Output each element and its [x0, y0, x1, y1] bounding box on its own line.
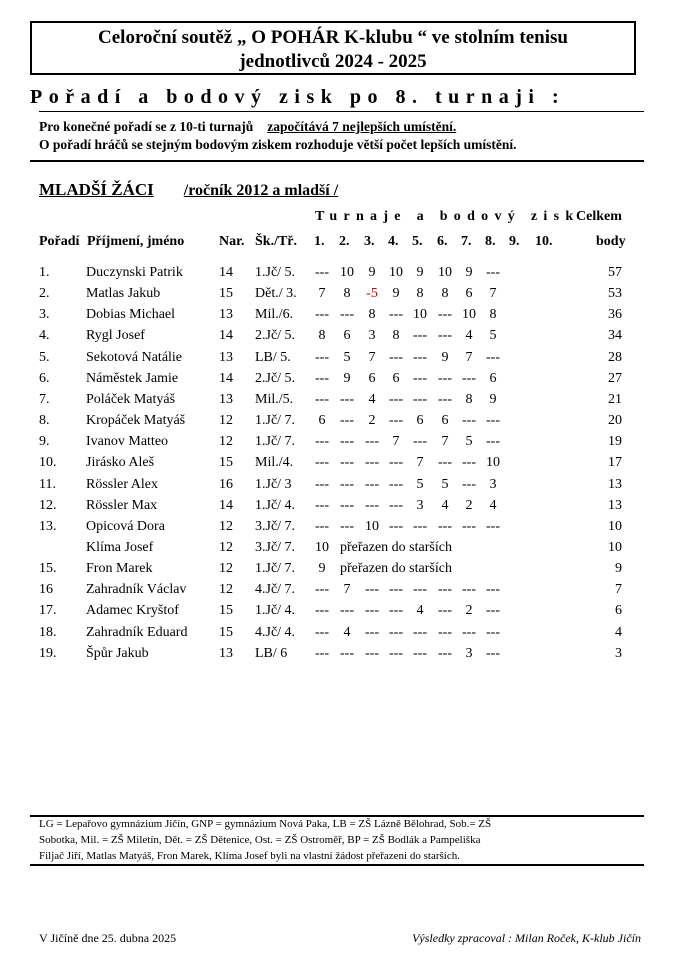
- col-nar-header: Nar.: [219, 234, 245, 249]
- school-class-cell: 2.Jč/ 5.: [255, 370, 296, 386]
- score-cell-3: ---: [365, 582, 379, 598]
- score-cell-2: ---: [340, 645, 354, 661]
- note-line-2: O pořadí hráčů se stejným bodovým ziskem rozhoduje větší počet lepších umístění.: [39, 137, 517, 152]
- school-class-cell: 2.Jč/ 5.: [255, 328, 296, 344]
- score-cell-6: ---: [438, 307, 452, 323]
- table-row: [0, 265, 674, 286]
- header-divider: [30, 160, 644, 162]
- player-name-cell: Rygl Josef: [86, 328, 145, 344]
- birth-year-cell: 13: [219, 349, 233, 365]
- score-cell-2: ---: [340, 497, 354, 513]
- score-cell-7: ---: [462, 582, 476, 598]
- table-row: [0, 371, 674, 392]
- title-line-1: Celoroční soutěž „ O POHÁR K-klubu “ ve stolním tenisu: [98, 27, 568, 48]
- rank-cell: 1.: [39, 265, 50, 280]
- school-class-cell: 4.Jč/ 4.: [255, 624, 296, 640]
- total-points-cell: 4: [615, 624, 622, 640]
- birth-year-cell: 14: [219, 328, 233, 344]
- round-header-9: 9.: [509, 234, 520, 249]
- player-name-cell: Matlas Jakub: [86, 286, 161, 302]
- rank-cell: 10.: [39, 455, 57, 471]
- score-cell-5: ---: [413, 370, 427, 386]
- col-rank-header: Pořadí: [39, 234, 80, 249]
- school-class-cell: 3.Jč/ 7.: [255, 518, 296, 534]
- score-cell-8: 10: [486, 455, 500, 471]
- total-points-cell: 28: [608, 349, 622, 365]
- score-cell-6: 7: [441, 434, 449, 450]
- score-cell-6: ---: [438, 624, 452, 640]
- birth-year-cell: 12: [219, 561, 233, 577]
- score-cell-2: ---: [340, 476, 354, 492]
- score-cell-4: ---: [389, 476, 403, 492]
- player-name-cell: Fron Marek: [86, 561, 153, 577]
- legend-divider-bottom: [30, 864, 644, 866]
- table-row: [0, 498, 674, 519]
- score-cell-6: 6: [441, 413, 449, 429]
- score-cell-8: 8: [489, 307, 497, 323]
- score-cell-2: ---: [340, 413, 354, 429]
- school-class-cell: Mil./6.: [255, 307, 294, 323]
- score-cell-6: 4: [441, 497, 449, 513]
- category-title: [39, 180, 338, 200]
- score-cell-4: ---: [389, 391, 403, 407]
- rank-cell: 19.: [39, 645, 57, 661]
- rank-cell: 16: [39, 582, 53, 598]
- score-cell-5: ---: [413, 328, 427, 344]
- total-points-cell: 9: [615, 561, 622, 577]
- score-cell-5: 6: [416, 413, 424, 429]
- round-header-1: 1.: [314, 234, 325, 249]
- legend-line-3: Filjač Jiří, Matlas Matyáš, Fron Marek, Klíma Josef byli na vlastní žádost přeřazeni do starších.: [39, 850, 460, 862]
- player-name-cell: Poláček Matyáš: [86, 391, 176, 407]
- score-cell-7: ---: [462, 476, 476, 492]
- birth-year-cell: 15: [219, 286, 233, 302]
- score-cell-5: ---: [413, 349, 427, 365]
- score-cell-8: ---: [486, 645, 500, 661]
- player-name-cell: Náměstek Jamie: [86, 370, 179, 386]
- table-row: [0, 477, 674, 498]
- score-cell-3: 2: [368, 413, 376, 429]
- school-class-cell: LB/ 6: [255, 645, 288, 661]
- table-row: [0, 603, 674, 624]
- score-cell-7: 4: [465, 328, 473, 344]
- school-class-cell: 1.Jč/ 7.: [255, 413, 296, 429]
- birth-year-cell: 12: [219, 518, 233, 534]
- rank-cell: 7.: [39, 391, 50, 407]
- score-cell-6: ---: [438, 603, 452, 619]
- score-cell-4: 6: [392, 370, 400, 386]
- score-cell-1: ---: [315, 370, 329, 386]
- rank-cell: 11.: [39, 476, 56, 492]
- score-cell-3: ---: [365, 624, 379, 640]
- moved-note: přeřazen do starších: [340, 539, 452, 555]
- score-cell-5: ---: [413, 391, 427, 407]
- score-cell-1: 10: [315, 539, 329, 555]
- round-header-6: 6.: [437, 234, 448, 249]
- round-header-2: 2.: [339, 234, 350, 249]
- score-cell-4: 9: [392, 286, 400, 302]
- score-cell-1: ---: [315, 518, 329, 534]
- score-cell-6: 9: [441, 349, 449, 365]
- score-cell-2: 9: [343, 370, 351, 386]
- score-cell-8: ---: [486, 624, 500, 640]
- round-header-3: 3.: [364, 234, 375, 249]
- score-cell-7: ---: [462, 413, 476, 429]
- school-class-cell: Mil./5.: [255, 391, 294, 407]
- score-cell-8: ---: [486, 434, 500, 450]
- score-cell-6: 8: [441, 286, 449, 302]
- score-cell-5: 5: [416, 476, 424, 492]
- score-cell-5: 4: [416, 603, 424, 619]
- score-cell-7: ---: [462, 370, 476, 386]
- score-cell-7: ---: [462, 518, 476, 534]
- school-class-cell: 4.Jč/ 7.: [255, 582, 296, 598]
- footer-author: Výsledky zpracoval : Milan Roček, K-klub Jičín: [412, 931, 641, 945]
- score-cell-3: 10: [365, 518, 379, 534]
- subtitle: Pořadí a bodový zisk po 8. turnaji :: [30, 86, 566, 108]
- score-cell-3: ---: [365, 645, 379, 661]
- score-cell-4: 10: [389, 265, 403, 280]
- total-points-cell: 6: [615, 603, 622, 619]
- score-cell-6: ---: [438, 455, 452, 471]
- score-cell-6: ---: [438, 518, 452, 534]
- table-row: [0, 561, 674, 582]
- score-cell-2: 8: [343, 286, 351, 302]
- score-cell-1: 6: [318, 413, 326, 429]
- round-header-4: 4.: [388, 234, 399, 249]
- score-cell-1: ---: [315, 582, 329, 598]
- score-cell-3: 7: [368, 349, 376, 365]
- rank-cell: 4.: [39, 328, 50, 344]
- title-line-2: jednotlivců 2024 - 2025: [239, 51, 427, 72]
- player-name-cell: Ivanov Matteo: [86, 434, 169, 450]
- score-cell-3: ---: [365, 497, 379, 513]
- total-points-cell: 57: [608, 265, 622, 280]
- note-line-1-text: Pro konečné pořadí se z 10-ti turnajů: [39, 119, 254, 134]
- score-cell-8: ---: [486, 518, 500, 534]
- birth-year-cell: 14: [219, 497, 233, 513]
- score-cell-5: 9: [416, 265, 424, 280]
- score-cell-8: 4: [489, 497, 497, 513]
- tournaments-header: Turnaje a bodový zisk: [315, 209, 580, 224]
- score-cell-5: ---: [413, 582, 427, 598]
- score-cell-6: ---: [438, 370, 452, 386]
- total-points-cell: 27: [608, 370, 622, 386]
- table-row: [0, 582, 674, 603]
- subtitle-divider: [39, 111, 644, 112]
- school-class-cell: 1.Jč/ 4.: [255, 497, 296, 513]
- school-class-cell: LB/ 5.: [255, 349, 291, 365]
- score-cell-3: 3: [368, 328, 376, 344]
- score-cell-6: ---: [438, 391, 452, 407]
- score-cell-4: ---: [389, 582, 403, 598]
- total-points-cell: 53: [608, 286, 622, 302]
- rank-cell: 8.: [39, 413, 50, 429]
- table-row: [0, 286, 674, 307]
- rank-cell: 18.: [39, 624, 57, 640]
- legend-divider-top: [30, 815, 644, 817]
- table-row: [0, 540, 674, 561]
- score-cell-7: ---: [462, 455, 476, 471]
- score-cell-6: 10: [438, 265, 452, 280]
- birth-year-cell: 14: [219, 265, 233, 280]
- score-cell-4: ---: [389, 497, 403, 513]
- score-cell-7: 7: [465, 349, 473, 365]
- player-name-cell: Zahradník Václav: [86, 582, 187, 598]
- score-cell-1: ---: [315, 603, 329, 619]
- score-cell-3: -5: [366, 286, 378, 302]
- score-cell-2: ---: [340, 434, 354, 450]
- birth-year-cell: 13: [219, 391, 233, 407]
- birth-year-cell: 12: [219, 539, 233, 555]
- score-cell-5: ---: [413, 624, 427, 640]
- score-cell-8: 9: [489, 391, 497, 407]
- player-name-cell: Jirásko Aleš: [86, 455, 155, 471]
- rank-cell: 9.: [39, 434, 50, 450]
- table-row: [0, 350, 674, 371]
- score-cell-4: ---: [389, 518, 403, 534]
- rank-cell: 3.: [39, 307, 50, 323]
- score-cell-2: 4: [343, 624, 351, 640]
- score-cell-2: 7: [343, 582, 351, 598]
- birth-year-cell: 15: [219, 455, 233, 471]
- score-cell-7: 2: [465, 603, 473, 619]
- score-cell-8: 7: [489, 286, 497, 302]
- score-cell-3: 6: [368, 370, 376, 386]
- total-points-cell: 3: [615, 645, 622, 661]
- score-cell-8: ---: [486, 349, 500, 365]
- rank-cell: 17.: [39, 603, 57, 619]
- score-cell-8: 3: [489, 476, 497, 492]
- player-name-cell: Dobias Michael: [86, 307, 176, 323]
- round-header-7: 7.: [461, 234, 472, 249]
- table-row: [0, 307, 674, 328]
- score-cell-1: ---: [315, 349, 329, 365]
- score-cell-7: 2: [465, 497, 473, 513]
- table-row: [0, 392, 674, 413]
- score-cell-8: 5: [489, 328, 497, 344]
- school-class-cell: 1.Jč/ 5.: [255, 265, 296, 280]
- total-points-cell: 17: [608, 455, 622, 471]
- total-points-cell: 21: [608, 391, 622, 407]
- score-cell-1: 8: [318, 328, 326, 344]
- legend-line-1: LG = Lepařovo gymnázium Jičín, GNP = gymnázium Nová Paka, LB = ZŠ Lázně Bělohrad, Sob.= ZŠ: [39, 818, 492, 830]
- note-line-1: [39, 119, 456, 135]
- total-points-cell: 34: [608, 328, 622, 344]
- score-cell-1: ---: [315, 391, 329, 407]
- total-points-cell: 13: [608, 497, 622, 513]
- footer-date: V Jičíně dne 25. dubna 2025: [39, 931, 177, 945]
- score-cell-8: 6: [489, 370, 497, 386]
- score-cell-5: 7: [416, 455, 424, 471]
- table-row: [0, 519, 674, 540]
- player-name-cell: Špůr Jakub: [86, 645, 149, 661]
- total-points-cell: 10: [608, 539, 622, 555]
- score-cell-5: ---: [413, 645, 427, 661]
- score-cell-5: 10: [413, 307, 427, 323]
- score-cell-5: 3: [416, 497, 424, 513]
- score-cell-8: ---: [486, 582, 500, 598]
- total-points-cell: 36: [608, 307, 622, 323]
- score-cell-2: ---: [340, 455, 354, 471]
- score-cell-2: 6: [343, 328, 351, 344]
- score-cell-7: 10: [462, 307, 476, 323]
- total-points-cell: 10: [608, 518, 622, 534]
- school-class-cell: Dět./ 3.: [255, 286, 297, 302]
- score-cell-7: 8: [465, 391, 473, 407]
- table-row: [0, 413, 674, 434]
- player-name-cell: Zahradník Eduard: [86, 624, 188, 640]
- school-class-cell: 1.Jč/ 3: [255, 476, 292, 492]
- score-cell-2: ---: [340, 518, 354, 534]
- birth-year-cell: 15: [219, 603, 233, 619]
- score-cell-3: ---: [365, 434, 379, 450]
- school-class-cell: 3.Jč/ 7.: [255, 539, 296, 555]
- player-name-cell: Sekotová Natálie: [86, 349, 183, 365]
- score-cell-5: ---: [413, 518, 427, 534]
- score-cell-1: ---: [315, 307, 329, 323]
- moved-note: přeřazen do starších: [340, 561, 452, 577]
- title-box: [30, 21, 636, 75]
- player-name-cell: Rössler Max: [86, 497, 158, 513]
- score-cell-4: ---: [389, 603, 403, 619]
- note-line-1-underlined: započítává 7 nejlepších umístění.: [267, 119, 457, 134]
- total-points-cell: 7: [615, 582, 622, 598]
- score-cell-3: 4: [368, 391, 376, 407]
- score-cell-1: ---: [315, 434, 329, 450]
- player-name-cell: Rössler Alex: [86, 476, 158, 492]
- player-name-cell: Klíma Josef: [86, 539, 154, 555]
- score-cell-4: ---: [389, 645, 403, 661]
- score-cell-3: ---: [365, 476, 379, 492]
- score-cell-7: 6: [465, 286, 473, 302]
- round-header-8: 8.: [485, 234, 496, 249]
- score-cell-4: ---: [389, 349, 403, 365]
- score-cell-7: 9: [465, 265, 473, 280]
- rank-cell: 12.: [39, 497, 57, 513]
- score-cell-2: ---: [340, 391, 354, 407]
- total-header-bottom: body: [596, 234, 626, 249]
- score-cell-3: ---: [365, 603, 379, 619]
- birth-year-cell: 12: [219, 413, 233, 429]
- school-class-cell: 1.Jč/ 7.: [255, 561, 296, 577]
- score-cell-1: 9: [318, 561, 326, 577]
- score-cell-4: 8: [392, 328, 400, 344]
- score-cell-2: 10: [340, 265, 354, 280]
- category-subtitle: /ročník 2012 a mladší /: [183, 182, 339, 199]
- player-name-cell: Kropáček Matyáš: [86, 413, 186, 429]
- round-header-10: 10.: [535, 234, 553, 249]
- col-name-header: Příjmení, jméno: [87, 234, 185, 249]
- score-cell-4: ---: [389, 455, 403, 471]
- birth-year-cell: 14: [219, 370, 233, 386]
- score-cell-3: ---: [365, 455, 379, 471]
- total-points-cell: 19: [608, 434, 622, 450]
- player-name-cell: Opicová Dora: [86, 518, 165, 534]
- score-cell-7: 3: [465, 645, 473, 661]
- player-name-cell: Adamec Kryštof: [86, 603, 179, 619]
- score-cell-2: ---: [340, 603, 354, 619]
- score-cell-8: ---: [486, 265, 500, 280]
- score-cell-8: ---: [486, 413, 500, 429]
- score-cell-5: 8: [416, 286, 424, 302]
- school-class-cell: Mil./4.: [255, 455, 294, 471]
- score-cell-3: 9: [368, 265, 376, 280]
- score-cell-6: ---: [438, 645, 452, 661]
- category-name: MLADŠÍ ŽÁCI: [39, 180, 154, 199]
- table-row: [0, 625, 674, 646]
- score-cell-4: 7: [392, 434, 400, 450]
- birth-year-cell: 16: [219, 476, 233, 492]
- score-cell-7: 5: [465, 434, 473, 450]
- rank-cell: 13.: [39, 518, 57, 534]
- birth-year-cell: 12: [219, 582, 233, 598]
- score-cell-1: ---: [315, 265, 329, 280]
- birth-year-cell: 13: [219, 307, 233, 323]
- total-points-cell: 13: [608, 476, 622, 492]
- score-cell-2: ---: [340, 307, 354, 323]
- score-cell-5: ---: [413, 434, 427, 450]
- total-points-cell: 20: [608, 413, 622, 429]
- score-cell-4: ---: [389, 624, 403, 640]
- rank-cell: 2.: [39, 286, 50, 302]
- score-cell-6: 5: [441, 476, 449, 492]
- table-row: [0, 646, 674, 667]
- table-row: [0, 328, 674, 349]
- table-row: [0, 434, 674, 455]
- score-cell-7: ---: [462, 624, 476, 640]
- score-cell-1: ---: [315, 624, 329, 640]
- score-cell-8: ---: [486, 603, 500, 619]
- score-cell-1: ---: [315, 497, 329, 513]
- school-class-cell: 1.Jč/ 7.: [255, 434, 296, 450]
- score-cell-4: ---: [389, 413, 403, 429]
- score-cell-4: ---: [389, 307, 403, 323]
- total-header-top: Celkem: [576, 209, 622, 224]
- rank-cell: 15.: [39, 561, 57, 577]
- round-header-5: 5.: [412, 234, 423, 249]
- birth-year-cell: 12: [219, 434, 233, 450]
- birth-year-cell: 15: [219, 624, 233, 640]
- rank-cell: 6.: [39, 370, 50, 386]
- player-name-cell: Duczynski Patrik: [86, 265, 183, 280]
- score-cell-6: ---: [438, 582, 452, 598]
- rank-cell: 5.: [39, 349, 50, 365]
- col-school-header: Šk./Tř.: [255, 234, 298, 249]
- score-cell-6: ---: [438, 328, 452, 344]
- school-class-cell: 1.Jč/ 4.: [255, 603, 296, 619]
- birth-year-cell: 13: [219, 645, 233, 661]
- score-cell-3: 8: [368, 307, 376, 323]
- score-cell-1: ---: [315, 455, 329, 471]
- score-cell-2: 5: [343, 349, 351, 365]
- table-row: [0, 455, 674, 476]
- score-cell-1: ---: [315, 645, 329, 661]
- legend-line-2: Sobotka, Mil. = ZŠ Miletín, Dět. = ZŠ Dětenice, Ost. = ZŠ Ostroměř, BP = ZŠ Bodlák a Pampeliška: [39, 834, 481, 846]
- score-cell-1: 7: [318, 286, 326, 302]
- score-cell-1: ---: [315, 476, 329, 492]
